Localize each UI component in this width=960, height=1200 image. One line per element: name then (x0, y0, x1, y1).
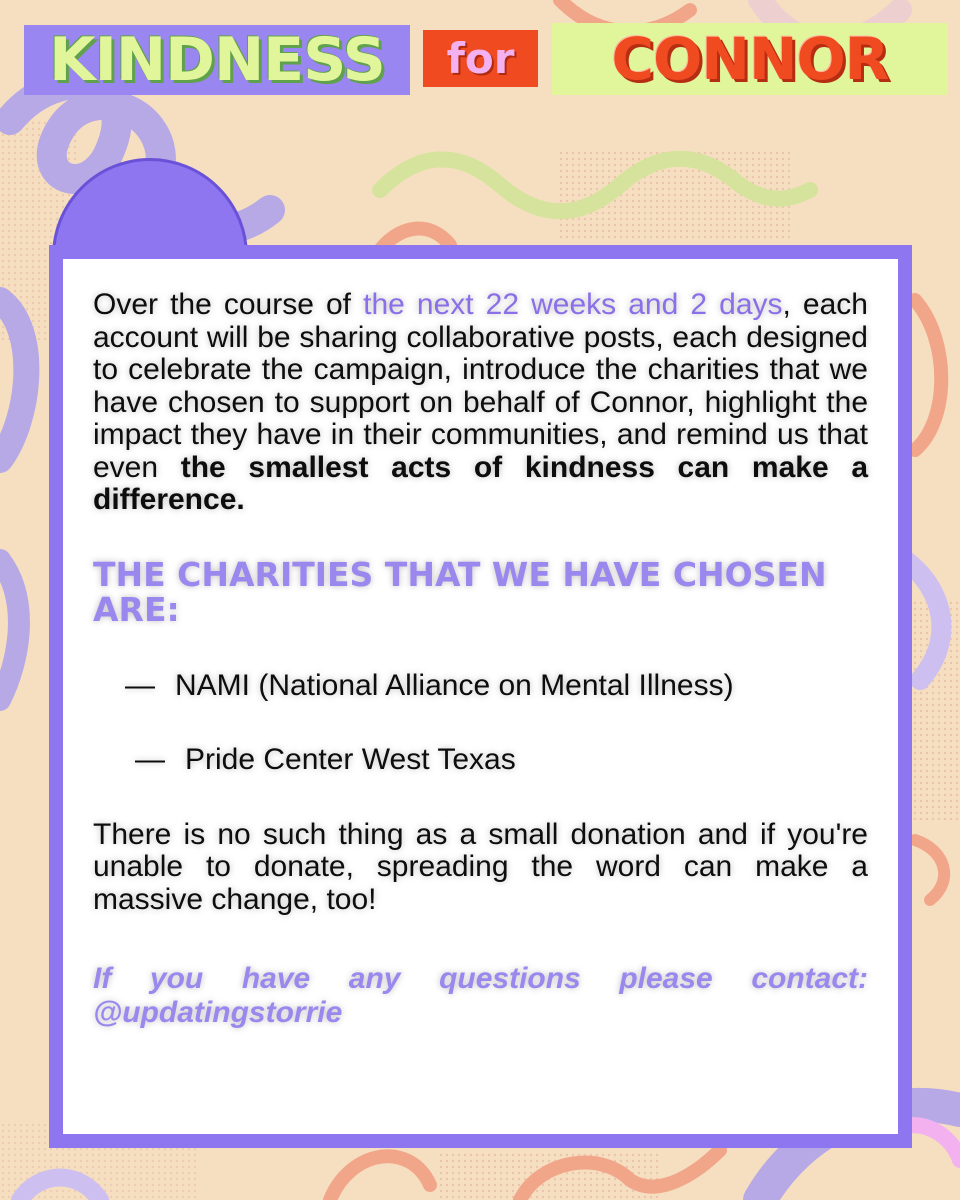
charity-name: Pride Center West Texas (185, 742, 516, 776)
squiggle-purple (0, 300, 26, 460)
squiggle-purple (0, 560, 19, 700)
charity-name: NAMI (National Alliance on Mental Illness) (175, 668, 734, 702)
contact-line (93, 962, 868, 1030)
intro-end: . (236, 483, 245, 516)
donation-paragraph: There is no such thing as a small donation and if you're unable to donate, spreading the word can make a massive change, too! (93, 817, 868, 916)
charity-item (93, 669, 868, 703)
contact-handle: @updatingstorrie (93, 996, 343, 1029)
squiggle-orange (330, 1156, 430, 1200)
intro-highlight: the next 22 weeks and 2 days (363, 288, 783, 321)
dash-bullet: — (135, 742, 165, 776)
title-word-connor: CONNOR (552, 23, 948, 95)
charities-heading: THE CHARITIES THAT WE HAVE CHOSEN ARE: (93, 554, 827, 629)
intro-text-middle: , each account will be sharing collaborative posts, each designed to celebrate the campaign, introduce the charities that we have chosen to support on behalf of Connor, highlight the impact they have in their communities, and remind us that even (93, 288, 868, 484)
title-word-kindness: KINDNESS (24, 25, 410, 95)
charity-item (93, 743, 868, 777)
intro-paragraph (93, 289, 868, 517)
contact-text: If you have any questions please contact: (93, 962, 868, 995)
content-card (63, 259, 898, 1134)
intro-text: Over the course of (93, 288, 364, 321)
intro-bold: the smallest acts of kindness can make a difference (93, 450, 869, 516)
squiggle-orange (915, 300, 941, 450)
title-word-for: for (423, 30, 538, 87)
squiggle-orange (915, 840, 944, 900)
dash-bullet: — (125, 668, 155, 702)
